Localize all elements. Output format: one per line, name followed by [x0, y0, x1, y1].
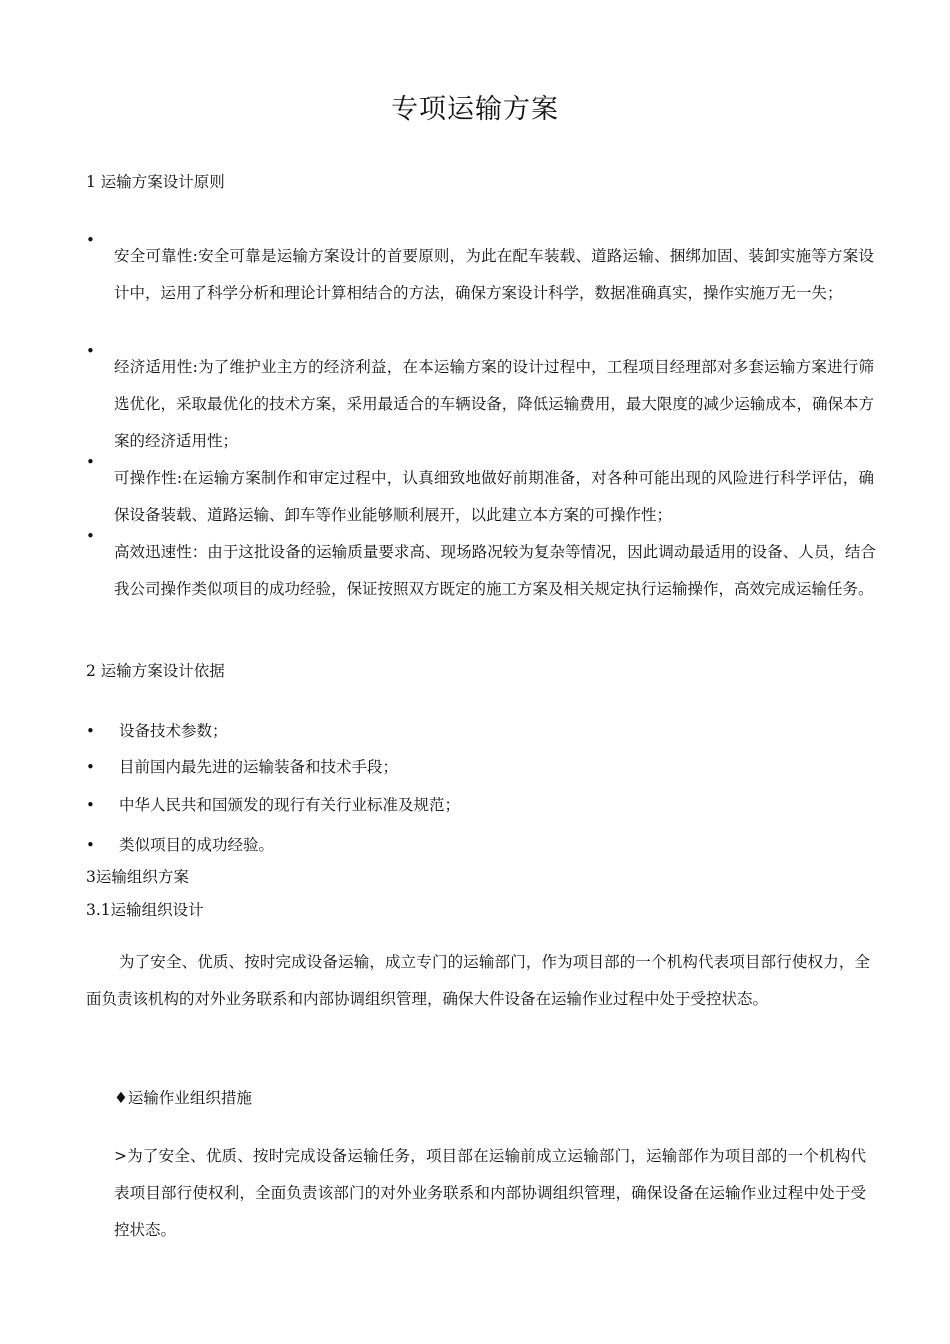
measures-heading: ♦运输作业组织措施 [114, 1089, 252, 1107]
bullet-marker: • [86, 342, 95, 360]
section-1-heading: 1 运输方案设计原则 [86, 173, 225, 191]
basis-item: 中华人民共和国颁发的现行有关行业标准及规范； [119, 796, 461, 814]
basis-item: 类似项目的成功经验。 [119, 836, 275, 854]
bullet-marker: • [86, 758, 95, 776]
measures-paragraph: >为了安全、优质、按时完成设备运输任务，项目部在运输前成立运输部门，运输部作为项目部的一个机构代表项目部行使权利，全面负责该部门的对外业务联系和内部协调组织管理，确保设备在运输作业过程中处于受控状态。 [114, 1146, 866, 1239]
principle-economy: 经济适用性:为了维护业主方的经济利益，在本运输方案的设计过程中，工程项目经理部对多套运输方案进行筛选优化，采取最优化的技术方案，采用最适合的车辆设备，降低运输费用，最大限度的减少运输成本，确保本方案的经济适用性； [114, 357, 874, 450]
bullet-marker: • [86, 722, 95, 740]
basis-item: 设备技术参数； [119, 722, 228, 740]
basis-item: 目前国内最先进的运输装备和技术手段； [119, 758, 399, 776]
subsection-3-1-heading: 3.1运输组织设计 [86, 901, 204, 919]
bullet-marker: • [86, 527, 95, 545]
document-title: 专项运输方案 [391, 94, 559, 125]
section-3-heading: 3运输组织方案 [86, 868, 189, 886]
bullet-marker: • [86, 836, 95, 854]
section-2-heading: 2 运输方案设计依据 [86, 662, 225, 680]
organization-paragraph: 为了安全、优质、按时完成设备运输，成立专门的运输部门，作为项目部的一个机构代表项目部行使权力，全面负责该机构的对外业务联系和内部协调组织管理，确保大件设备在运输作业过程中处于受控状态。 [86, 952, 870, 1008]
principle-safety: 安全可靠性:安全可靠是运输方案设计的首要原则，为此在配车装载、道路运输、捆绑加固、装卸实施等方案设计中，运用了科学分析和理论计算相结合的方法，确保方案设计科学，数据准确真实，操作实施万无一失； [114, 246, 874, 302]
principle-operability: 可操作性:在运输方案制作和审定过程中，认真细致地做好前期准备，对各种可能出现的风险进行科学评估，确保设备装载、道路运输、卸车等作业能够顺利展开，以此建立本方案的可操作性； [114, 468, 874, 524]
bullet-marker: • [86, 231, 95, 249]
bullet-marker: • [86, 453, 95, 471]
bullet-marker: • [86, 796, 95, 814]
principle-efficiency: 高效迅速性：由于这批设备的运输质量要求高、现场路况较为复杂等情况，因此调动最适用的设备、人员，结合我公司操作类似项目的成功经验，保证按照双方既定的施工方案及相关规定执行运输操作，高效完成运输任务。 [114, 542, 876, 598]
